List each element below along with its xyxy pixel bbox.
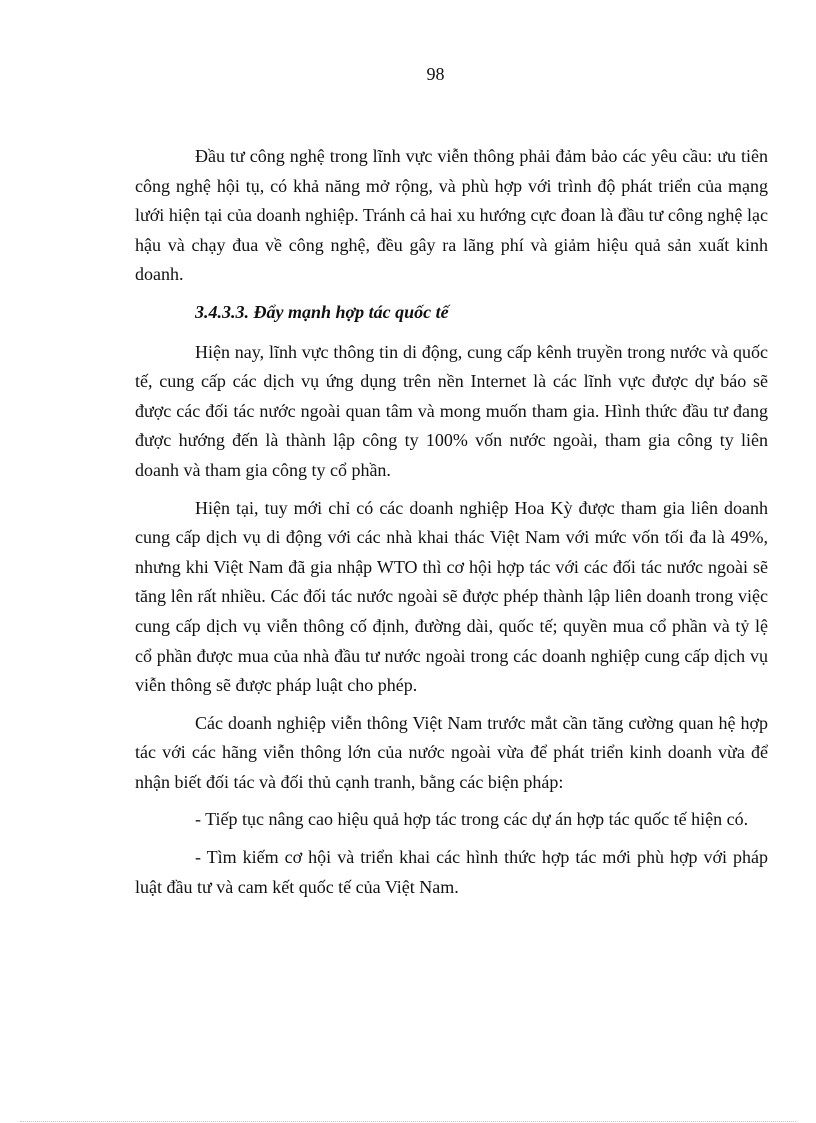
paragraph-measures-intro: Các doanh nghiệp viễn thông Việt Nam trước mắt cần tăng cường quan hệ hợp tác với các hãng viễn thông lớn của nước ngoài vừa để phát triển kinh doanh vừa để nhận biết đối tác và đối thủ cạnh tranh, bằng các biện pháp:: [135, 712, 768, 792]
paragraph-international-fields: Hiện nay, lĩnh vực thông tin di động, cung cấp kênh truyền trong nước và quốc tế, cung cấp các dịch vụ ứng dụng trên nền Internet là các lĩnh vực được dự báo sẽ được các đối tác nước ngoài quan tâm và mong muốn tham gia. Hình thức đầu tư đang được hướng đến là thành lập công ty 100% vốn nước ngoài, tham gia công ty liên doanh và tham gia công ty cổ phần.: [135, 341, 768, 480]
section-heading: 3.4.3.3. Đẩy mạnh hợp tác quốc tế: [195, 301, 449, 322]
document-body: [135, 142, 768, 910]
bullet-item-current-projects: - Tiếp tục nâng cao hiệu quả hợp tác trong các dự án hợp tác quốc tế hiện có.: [195, 809, 749, 830]
paragraph-technology-investment: Đầu tư công nghệ trong lĩnh vực viễn thông phải đảm bảo các yêu cầu: ưu tiên công nghệ hội tụ, có khả năng mở rộng, và phù hợp với trình độ phát triển của mạng lưới hiện tại của doanh nghiệp. Tránh cả hai xu hướng cực đoan là đầu tư công nghệ lạc hậu và chạy đua về công nghệ, đều gây ra lãng phí và giảm hiệu quả sản xuất kinh doanh.: [135, 146, 768, 285]
bullet-item-new-cooperation: - Tìm kiếm cơ hội và triển khai các hình thức hợp tác mới phù hợp với pháp luật đầu tư và cam kết quốc tế của Việt Nam.: [135, 847, 768, 897]
page-number: 98: [426, 64, 445, 84]
paragraph-wto-opportunity: Hiện tại, tuy mới chỉ có các doanh nghiệp Hoa Kỳ được tham gia liên doanh cung cấp dịch vụ di động với các nhà khai thác Việt Nam với mức vốn tối đa là 49%, nhưng khi Việt Nam đã gia nhập WTO thì cơ hội hợp tác với các đối tác nước ngoài sẽ tăng lên rất nhiều. Các đối tác nước ngoài sẽ được phép thành lập liên doanh trong việc cung cấp dịch vụ viễn thông cố định, đường dài, quốc tế; quyền mua cổ phần và tỷ lệ cổ phần được mua của nhà đầu tư nước ngoài trong các doanh nghiệp cung cấp dịch vụ viễn thông sẽ được pháp luật cho phép.: [135, 497, 768, 696]
page-bottom-divider: [20, 1121, 796, 1122]
